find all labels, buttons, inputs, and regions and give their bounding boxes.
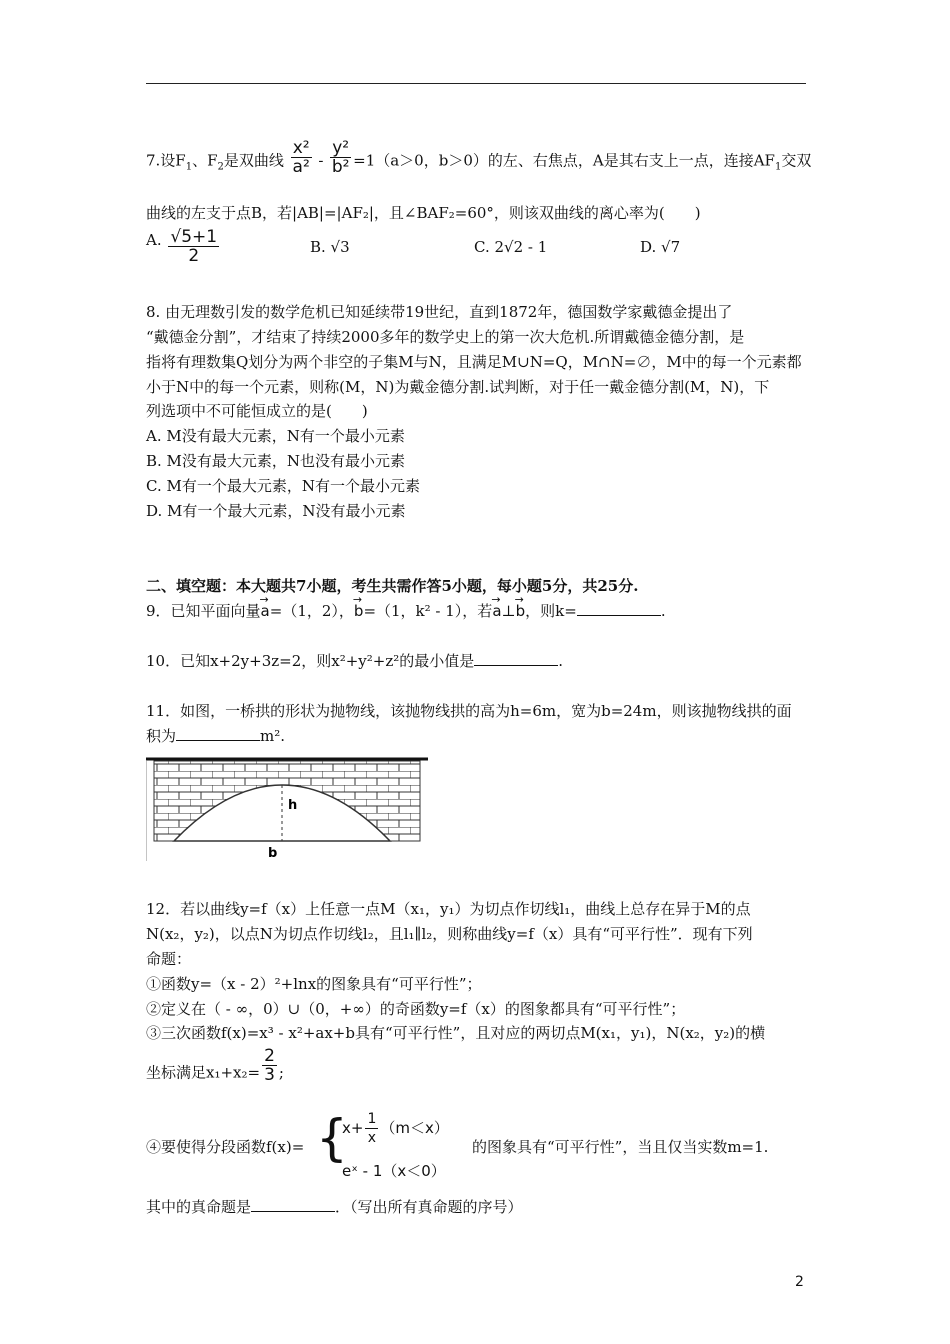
header-rule [146, 83, 806, 84]
q7-line1: 7.设$F_1$、$F_2$是双曲线 $\frac{\text{x²}}{\text{a²}}$ - $\frac{\text{y²}}{\text{b²}}$ =1（a＞0，b＞0）的左、右焦点，A是其右支上一点，连接$AF_1$交双 [146, 138, 812, 177]
page-number: 2 [795, 1274, 804, 1290]
piece1-frac: $\frac{1}{x}$ [367, 1111, 377, 1146]
q12-line2: N(x₂，y₂)，以点N为切点作切线l₂，且l₁∥l₂，则称曲线y=f（x）具有“可平行性”．现有下列 [146, 925, 753, 943]
q12-item4-suffix: 的图象具有“可平行性”，当且仅当实数m=1. [472, 1138, 769, 1156]
q7-frac-x: $\frac{\text{x²}}{\text{a²}}$ [292, 138, 310, 177]
q12-answer-blank[interactable] [251, 1197, 335, 1212]
q11-answer-blank[interactable] [176, 726, 260, 741]
q10-answer-blank[interactable] [474, 651, 558, 666]
q7-option-a: A. $\frac{√5+1}{2}$ [146, 227, 218, 266]
q8-line5: 列选项中不可能恒成立的是( ) [146, 402, 368, 420]
q12-last-line: 其中的真命题是 ．（写出所有真命题的序号） [146, 1198, 523, 1216]
q7-option-c: C. 2√2 - 1 [474, 238, 548, 256]
q11-line1: 11．如图，一桥拱的形状为抛物线，该抛物线拱的高为h=6m，宽为b=24m，则该抛物线拱的面 [146, 702, 792, 720]
q8-line2: “戴德金分割”，才结束了持续2000多年的数学史上的第一次大危机.所谓戴德金德分割，是 [146, 328, 745, 346]
q11-line2: 积为 m². [146, 727, 286, 745]
piece2: eˣ - 1（x＜0） [342, 1162, 446, 1180]
q8-line3: 指将有理数集Q划分为两个非空的子集M与N，且满足M∪N=Q，M∩N=∅，M中的每一个元素都 [146, 353, 802, 371]
q8-option-c: C. M有一个最大元素，N有一个最小元素 [146, 477, 420, 495]
q7-option-a-frac: $\frac{√5+1}{2}$ [170, 227, 218, 266]
q12-item3-line2: 坐标满足x₁+x₂= $\frac{2}{3}$ ; [146, 1046, 284, 1085]
q12-item1: ①函数y=（x - 2）²+lnx的图象具有“可平行性”； [146, 975, 482, 993]
q7-frac-y: $\frac{\text{y²}}{\text{b²}}$ [331, 138, 350, 177]
label-h: h [288, 798, 298, 813]
q8-line1: 8. 由无理数引发的数学危机已知延续带19世纪，直到1872年，德国数学家戴德金提出了 [146, 303, 733, 321]
q8-option-b: B. M没有最大元素，N也没有最小元素 [146, 452, 406, 470]
q8-line4: 小于N中的每一个元素，则称(M，N)为戴金德分割.试判断，对于任一戴金德分割(M，N)，下 [146, 378, 770, 396]
piece1: x+ $\frac{1}{x}$ （m＜x） [342, 1111, 449, 1146]
q12-item2: ②定义在（ - ∞，0）∪（0，+∞）的奇函数y=f（x）的图象都具有“可平行性”； [146, 1000, 686, 1018]
section-2-heading: 二、填空题：本大题共7小题，考生共需作答5小题，每小题5分，共25分. [146, 577, 639, 595]
label-b: b [268, 846, 278, 861]
q7-option-b: B. √3 [310, 238, 350, 256]
q7-line2: 曲线的左支于点B，若|AB|=|AF₂|，且∠BAF₂=60°，则该双曲线的离心率为( ) [146, 204, 701, 222]
q12-line3: 命题： [146, 950, 192, 968]
q7-option-d: D. √7 [640, 238, 681, 256]
q12-item3-line1: ③三次函数f(x)=x³ - x²+ax+b具有“可平行性”，且对应的两切点M(x₁，y₁)，N(x₂，y₂)的横 [146, 1024, 766, 1042]
q8-option-a: A. M没有最大元素，N有一个最小元素 [146, 427, 405, 445]
q12-item4-prefix: ④要使得分段函数f(x)= [146, 1138, 305, 1156]
bridge-arch-figure [146, 757, 428, 861]
q10: 10．已知x+2y+3z=2，则x²+y²+z²的最小值是 . [146, 652, 564, 670]
q12-line1: 12．若以曲线y=f（x）上任意一点M（x₁，y₁）为切点作切线l₁，曲线上总存在异于M的点 [146, 900, 751, 918]
q9-answer-blank[interactable] [577, 601, 661, 616]
q12-item3-frac: $\frac{2}{3}$ [264, 1046, 275, 1085]
q9: 9．已知平面向量→ a=（1，2），→ b=（1，k² - 1），若→ a⊥→ b，则k= . [146, 601, 666, 621]
q8-option-d: D. M有一个最大元素，N没有最小元素 [146, 502, 406, 520]
piecewise-brace: { [316, 1109, 348, 1167]
